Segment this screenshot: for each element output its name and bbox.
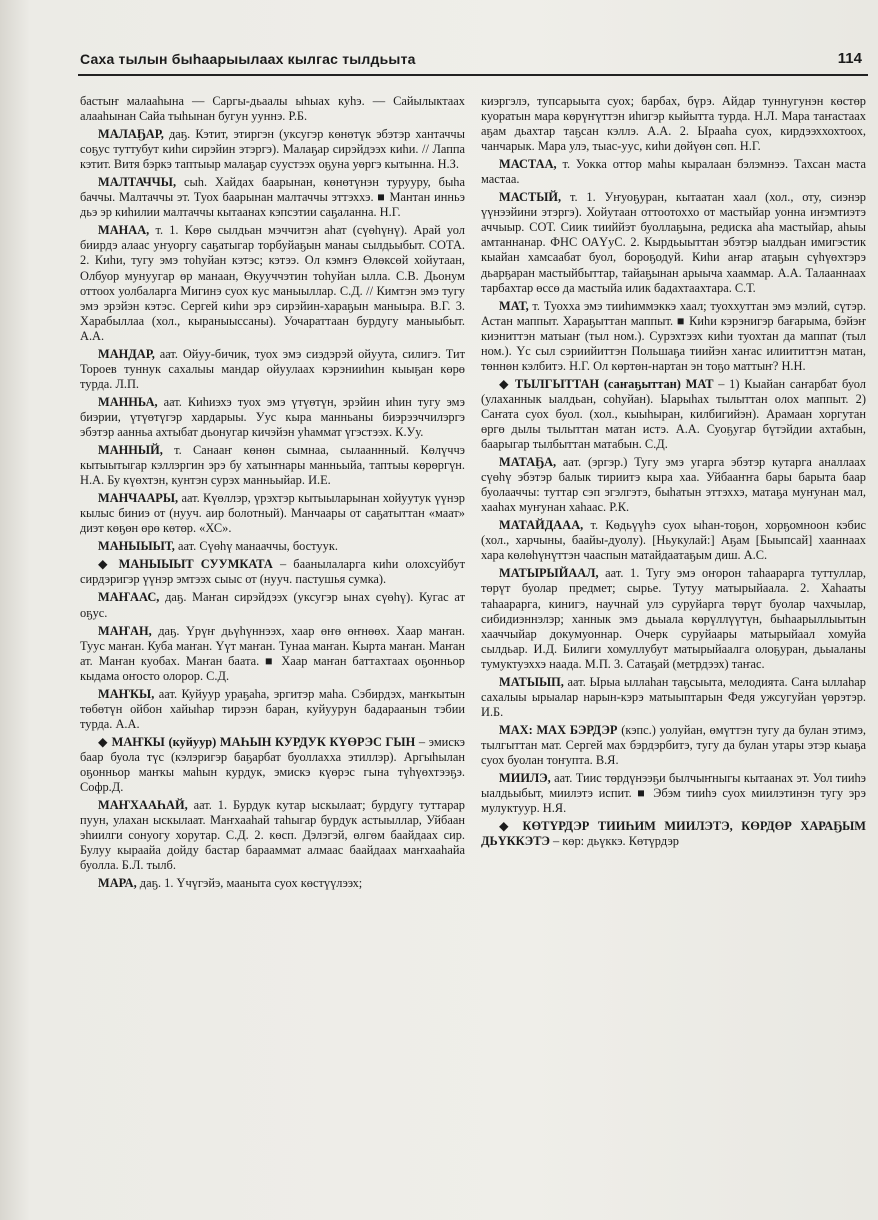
dictionary-entry [80,127,465,172]
dictionary-entry [80,443,465,488]
entry-headword: ◆ ТЫЛГЫТТАН (саҥаҕыттан) МАТ [499,376,714,391]
dictionary-entry [80,223,465,343]
dictionary-entry [80,395,465,440]
entry-headword: ◆ КӨТҮРДЭР ТИИҺИМ МИИЛЭТЭ, КӨРДӨР ХАРАҔЫМ ДЬҮККЭТЭ [481,819,866,849]
entry-headword: МАНЧААРЫ, [98,491,179,506]
entry-text: т. Уокка оттор маһы кыралаан бэлэмнээ. Тахсан маста мастаа. [481,157,866,187]
dictionary-entry [481,299,866,374]
dictionary-entry [481,455,866,515]
dictionary-entry [80,94,465,124]
entry-headword: МАЛТАЧЧЫ, [98,175,177,190]
entry-text: – 1) Кыайан саҥарбат буол (улаханнык ыалдьан, соһуйан). Ыарыһах тылыттан олох маппыт. 2) Саҥата суох буол. (хол., кыыһыран, килбигийэн). Арамаан хоргутан өргө дылы тылыттан матан истэ. А.А. Суоҕугар бүтэйдии ахтабын, баарыгар тылбыттан матабын. С.Д. [481,376,866,452]
entry-text: даҕ. Маҥан сирэйдээх (уксугэр ынах сүөһү). Кугас ат оҕус. [80,590,465,620]
dictionary-entry [481,675,866,720]
entry-text: т. Санааҥ көнөн сымнаа, сылааннный. Көлүччэ кытыытыгар кэллэргин эрэ бу хатыҥнары манньыйа, таптыы көрөргүн. Н.А. Бу күөхтэн, кунтэн сурэх манньыйар. И.Е. [80,443,465,488]
entry-text: т. 1. Уҥуоҕуран, кытаатан хаал (хол., оту, сиэнэр үүнээйини этэргэ). Хойутаан оттоотоххо от мастыйар уонна иҥэмтиэтэ аччыыр. СОТ. Сиик тииййэт буоллаҕына, редиска аһа мастыйар, аһыы амтаннанар. ФНС ОАҮуС. 2. Кырдьыыттан эбэтэр ыалдьан имигэстик кыайан хамсаабат буол, бороҕодуй. Киһи аҥар атаҕын сүһүөхтэрэ дьарҕаран мастыйбыттар, тайаҕынан арыыча хааммар. А.А. Талааннаах тарбахтар өссө да мастыйа илик бадахтаахтара. С.Т. [481,190,866,295]
entry-headword: МИИЛЭ, [499,771,551,786]
entry-text: сыһ. Хайдах баарынан, көнөтүнэн турууру, быһа баччы. Малтаччы эт. Туох баарынан малтаччы эттэххэ. ■ Мантан инньэ дьэ эр киһилии малтаччы кытаанах кэпсэтии саҕаланна. Н.Г. [80,175,465,220]
entry-headword: МАТАЙДААА, [499,518,584,533]
entry-text: (кэпс.) уолуйан, өмүттэн тугу да булан этимэ, тылгыттан мат. Сергей мах бэрдэрбитэ, тугу да булан утары этэр кыаҕа суох буолан тоҥупта. В.Я. [481,722,866,767]
entry-text: даҕ. 1. Үчүгэйэ, мааныта суох көстүүлээх; [136,876,363,891]
dictionary-entry [481,518,866,563]
entry-text: бастыҥ малааһына — Саргы-дьаалы ыһыах куһэ. — Сайылыктаах алааһынан Сайа тыһынан бугун ууннэ. Р.Б. [80,94,465,124]
left-column [80,94,465,1124]
entry-text: аат. Киһиэхэ туох эмэ үтүөтүн, эрэйин иһин тугу эмэ биэрии, үтүөтүгэр хардарыы. Уус кыра манньаны биэрээччилэргэ эбэтэр аанньа ахтыбат дьонугар кичэйэн уһаммат үгэстээх. К.Уу. [80,394,465,439]
entry-headword: ◆ МАНЫЫЫТ СУУМКАТА [98,557,273,572]
dictionary-entry [80,491,465,536]
entry-text: аат. 1. Бурдук кутар ыскылаат; бурдугу туттарар пуун, улахан ыскылаат. Маҥхааһай таһыгар бурдук астыыллар, Уйбаан эһиилги сонуогу хорутар. С.Д. 2. көсп. Дэлэгэй, өлгөм баайдаах сир. Булуу кыраайа дойду бастар барааммат алмаас баайдаах маҥхааһайа буолла. Б.Л. тылб. [80,798,465,873]
entry-text: т. Туохха эмэ тииһиммэккэ хаал; туоххуттан эмэ мэлий, сүтэр. Астан маппыт. Хараҕыттан маппыт. ■ Киһи кэрэнигэр бағарыма, бэйэҥ киэниттэн матыаҥ (тыл ном.). Сурэхтээх киһи туохтан да маппат (тыл ном.). Үс сыл сэриийиттэн Польшаҕа тиийэн хаҥас илиититтэн матан, төннөн кэлбитэ. Н.Г. Ол көртөн-нартан эн тоҕо маттыҥ? Н.Н. [481,298,866,373]
entry-headword: МАҤКЫ, [98,686,155,701]
dictionary-entry [80,539,465,554]
entry-headword: МАТЫЫП, [499,674,564,689]
entry-headword: МАРА, [98,876,137,891]
dictionary-entry [481,190,866,295]
dictionary-entry [481,94,866,154]
entry-text: аат. Сүөһү манааччы, бостуук. [174,539,338,554]
dictionary-entry [80,347,465,392]
entry-text: аат. Күөллэр, үрэхтэр кытыыларынан хойуутук үүнэр кылыс биниэ от (нууч. аир болотный). Манчаары от саҕатыттан «маат» диэт көҕөн өрө көтөр. «ХС». [80,491,465,536]
right-column [481,94,866,1124]
dictionary-entry [481,566,866,671]
entry-text: – көр: дьүккэ. Көтүрдэр [549,834,679,849]
dictionary-entry [481,771,866,816]
entry-text: аат. 1. Тугу эмэ оҥорон таһаарарга туттуллар, төрүт буолар предмет; сырье. Тутуу матырыйаала. 2. Хаһааты таһаарарга, кинигэ, научнай улэ суруйарга төрүт буолар чахчылар, сибидиэннэлэр; ханнык эмэ дьыала көрүллүүтүн, быһаарыллыытын хааччыйар докумуоннар. Очерк суруйаары матырыйаал хомуйа сылдьар. И.Д. Билиги хомуллубут матырыйаалга олоҕуран, дьыаланы тумуктуэххэ наада. М.П. 3. Сатаҕай (метрдээх) таҥас. [481,566,866,671]
dictionary-entry [80,798,465,873]
dictionary-entry [481,377,866,452]
entry-headword: МАҤХААҺАЙ, [98,798,188,813]
entry-text: аат. (эргэр.) Тугу эмэ угарга эбэтэр кутарга аналлаах сүөһү эбэтэр балык тириитэ кыра хаа. Уйбааҥҥа бары барыта баар буолааччы: туттар сэп эгэлгэтэ, быһатын эттэххэ, матаҕа муҥунан мал, хааһах муҥунан хаһаас. Р.К. [481,455,866,515]
entry-headword: МАТ, [499,298,529,313]
entry-headword: МАННЫЙ, [98,443,163,458]
entry-headword: ◆ МАҤКЫ (куйуур) МАҺЫН КУРДУК КҮӨРЭС ГЫН [98,734,416,749]
dictionary-entry [80,590,465,620]
entry-headword: МАХ: МАХ БЭРДЭР [499,722,618,737]
dictionary-entry [80,687,465,732]
dictionary-entry [80,735,465,795]
entry-headword: МАСТАА, [499,157,557,172]
entry-text: киэргэлэ, тупсарыыта суох; барбах, бүрэ. Айдар туннугунэн көстөр куоратын мара көрүҥүттэн иһигэр кыйытта турда. Н.Л. Мара таҥастаах аҕам дьахтар таҕсан кэллэ. А.А. 2. Ырааһа суох, кирдээххохтоох, чанчарык. Мара улэ, тыас-уус, киһи дөйүөн сөп. Н.Г. [481,94,866,154]
page-header [78,48,868,76]
entry-headword: МАНЫЫЫТ, [98,539,175,554]
entry-headword: МАНАА, [98,223,150,238]
dictionary-entry [80,175,465,220]
entry-text: аат. Ырыа ыллаһан таҕсыыта, мелодията. Саҥа ыллаһар сахалыы ырыалар нарын-кэрэ матыыптарын Федя ужсугуйан үөрэтэр. И.Б. [481,674,866,719]
dictionary-entry [481,819,866,849]
entry-columns [80,94,866,1124]
entry-text: – эмискэ баар буола түс (кэлэригэр баҕарбат буоллахха этиллэр). Аргыһылан оҕонньор маҥкы маһын курдук, эмискэ күөрэс гына түһүөхтээҕэ. Софр.Д. [80,734,465,795]
entry-text: аат. Ойуу-бичик, туох эмэ сиэдэрэй ойуута, силигэ. Тит Тороев туннук сахалыы мандар ойуулаах кэрэнииһин кыыҕан көрө турда. Л.П. [80,346,465,391]
dictionary-entry [80,557,465,587]
dictionary-entry [481,723,866,768]
entry-text: – баанылаларга киһи олохсуйбут сирдэригэр үүнэр эмтээх сыыс от (нууч. пастушья сумка). [80,557,465,587]
page-number: 114 [837,50,862,67]
entry-text: даҕ. Үрүҥ дьүһүннээх, хаар өҥө өҥнөөх. Хаар маҥан. Туус маҥан. Куба маҥан. Үүт маҥан. Тунаа маҥан. Кырта маҥан. Маҥан ат. Маҥан куобах. Маҥан баата. ■ Хаар маҥан баттахтаах оҕонньор кыдама оҥосто олорор. С.Д. [80,623,465,683]
dictionary-entry [80,624,465,684]
entry-headword: МАЛАҔАР, [98,127,164,142]
entry-headword: МАНДАР, [98,346,155,361]
entry-headword: МАҤААС, [98,590,160,605]
entry-text: т. 1. Көрө сылдьан мэччитэн аһат (сүөһүнү). Арай уол биирдэ алаас уҥуоргу саҕатыгар торбуйаҕын манаы сылдьыбыт. СОТА. 2. Киһи, тугу эмэ тоһуйан кэтэс; кэтээ. Ол кэмҥэ Өлөксөй хойутаан, Олбуор мунуугар өр манаан, Өкууччэтин тоһуйан ылла. С.В. Дьонум оттоох уолбаларга Мигинэ суох кус маныыллар. С.Д. // Кимтэн эмэ тугу эмэ эрэйэн кэтэс. Сергей киһи эрэ сирэйин-хараҕын маныыра. В.Г. 3. Харабыллаа (хол., кыраныыссаны). Уочараттаан бурдугу маныыбыт. А.А. [80,223,465,343]
running-title: Саха тылын быһаарыылаах кылгас тылдьыта [80,51,416,67]
entry-text: даҕ. Кэтит, этиргэн (уксугэр көнөтүк эбэтэр хантаччы соҕус туттубут киһи сирэйин этэргэ). Малаҕар сирэйдээх киһи. // Лаппа кэтит. Витя бэркэ таптыыр малаҕар суустээх оҕуна уөргэ кытынна. Н.З. [80,127,465,172]
dictionary-entry [481,157,866,187]
entry-headword: МАҤАН, [98,623,152,638]
entry-headword: МАТАҔА, [499,455,557,470]
entry-headword: МАННЬА, [98,394,158,409]
entry-headword: МАСТЫЙ, [499,190,562,205]
entry-text: аат. Тиис төрдүнээҕи былчыҥныгы кытаанах эт. Уол тииһэ ыалдьыбыт, миилэтэ испит. ■ Эбэм тииһэ суох миилэтинэн тугу эрэ мулуктуур. Н.Я. [481,771,866,816]
entry-text: аат. Куйуур ураҕаһа, эргитэр маһа. Сэбирдэх, маҥкытын төбөтүн ойбон хайыһар тирээн баран, куйуурун бадараанын тэбии турда. А.А. [80,686,465,731]
dictionary-entry [80,876,465,891]
entry-headword: МАТЫРЫЙААЛ, [499,566,599,581]
entry-text: т. Көдьүүһэ суох ыһан-тоҕон, хорҕомноон кэбис (хол., харчыны, баайы-дуолу). [Ньукулай:] Аҕам [Быыпсай] хааннаах хара көлөһүнүттэн чааспын матайдаатаҕым диш. А.С. [481,518,866,563]
